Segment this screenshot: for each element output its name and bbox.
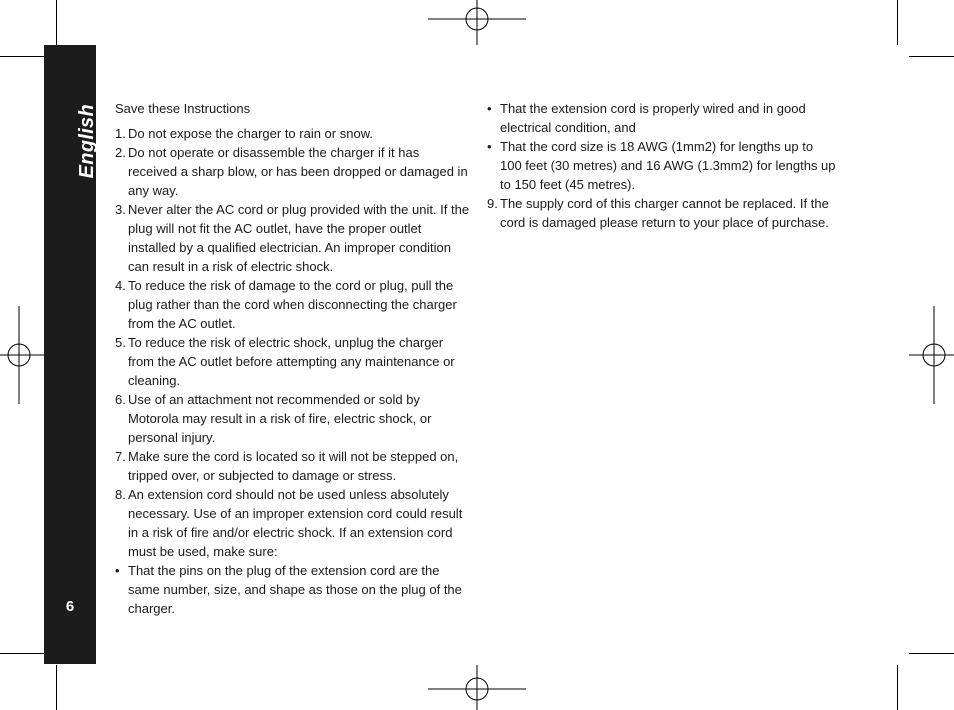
bullet-item: • That the extension cord is properly wired and in good electrical condition, and [487, 101, 806, 135]
left-column [115, 99, 470, 618]
instruction-item: 9. The supply cord of this charger cannot be replaced. If the cord is damaged please return to your place of purchase. [487, 196, 829, 230]
instruction-item: 8. An extension cord should not be used unless absolutely necessary. Use of an improper extension cord could result in a risk of fire and/or electric shock. If an extension cord must be used, make sure: [115, 487, 463, 559]
instruction-item: 7. Make sure the cord is located so it will not be stepped on, tripped over, or subjected to damage or stress. [115, 449, 459, 483]
crop-mark [909, 56, 954, 57]
crop-mark [0, 653, 45, 654]
instruction-item: 5. To reduce the risk of electric shock, unplug the charger from the AC outlet before attempting any maintenance or cleaning. [115, 335, 455, 388]
registration-mark-bottom [428, 665, 526, 710]
section-heading: Save these Instructions [115, 101, 251, 116]
crop-mark [56, 665, 57, 710]
instruction-item: 6. Use of an attachment not recommended or sold by Motorola may result in a risk of fire, electric shock, or personal injury. [115, 392, 432, 445]
instruction-item: 1. Do not expose the charger to rain or snow. [115, 126, 373, 141]
instruction-item: 3. Never alter the AC cord or plug provided with the unit. If the plug will not fit the AC outlet, have the proper outlet installed by a qualified electrician. An improper condition can result in a risk of electric shock. [115, 202, 470, 274]
registration-mark-top [428, 0, 526, 45]
crop-mark [909, 653, 954, 654]
language-label: English [76, 104, 98, 179]
instruction-item: 4. To reduce the risk of damage to the cord or plug, pull the plug rather than the cord when disconnecting the charger from the AC outlet. [115, 278, 457, 331]
crop-mark [0, 56, 45, 57]
page-number: 6 [65, 598, 75, 615]
registration-mark-left [0, 306, 45, 404]
bullet-item: • That the cord size is 18 AWG (1mm2) for lengths up to 100 feet (30 metres) and 16 AWG (1.3mm2) for lengths up to 150 feet (45 metres). [487, 139, 836, 192]
bullet-item: • That the pins on the plug of the extension cord are the same number, size, and shape as those on the plug of the charger. [115, 563, 462, 616]
crop-mark [897, 0, 898, 45]
instruction-item: 2. Do not operate or disassemble the charger if it has received a sharp blow, or has been dropped or damaged in any way. [115, 145, 468, 198]
crop-mark [56, 0, 57, 45]
right-column [487, 99, 837, 232]
registration-mark-right [909, 306, 954, 404]
crop-mark [897, 665, 898, 710]
